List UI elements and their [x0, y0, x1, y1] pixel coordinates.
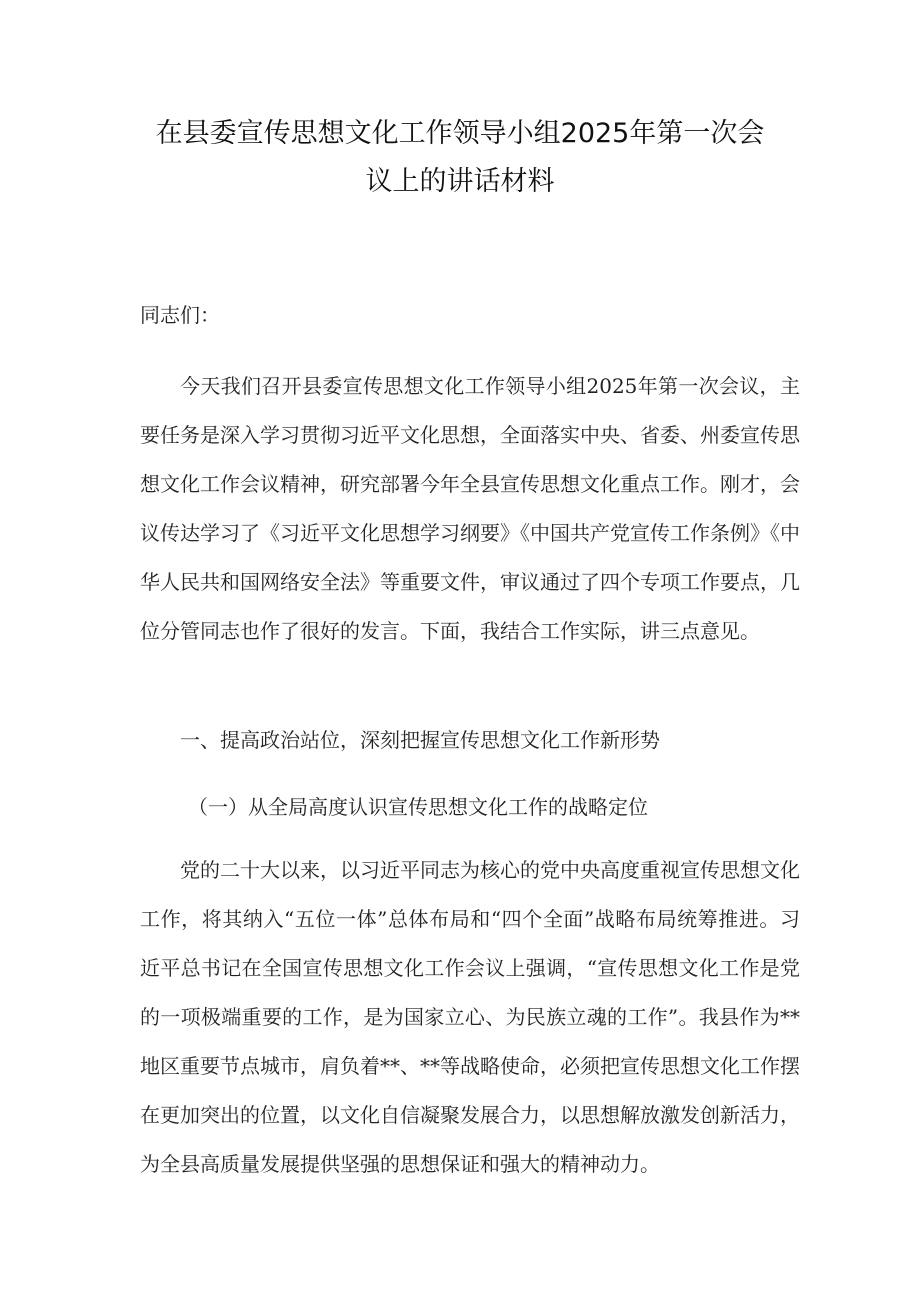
- title-line-2: 议上的讲话材料: [365, 166, 555, 197]
- subsection-heading-1: （一）从全局高度认识宣传思想文化工作的战略定位: [188, 795, 648, 819]
- paragraph-strategic-position: 党的二十大以来，以习近平同志为核心的党中央高度重视宣传思想文化工作，将其纳入“五位一体”总体布局和“四个全面”战略布局统筹推进。习近平总书记在全国宣传思想文化工作会议上强调，“宣传思想文化工作是党的一项极端重要的工作，是为国家立心、为民族立魂的工作”。我县作为**地区重要节点城市，肩负着**、**等战略使命，必须把宣传思想文化工作摆在更加突出的位置，以文化自信凝聚发展合力，以思想解放激发创新活力，为全县高质量发展提供坚强的思想保证和强大的精神动力。: [140, 858, 800, 1176]
- document-title: [140, 110, 780, 206]
- title-line-1: 在县委宣传思想文化工作领导小组2025年第一次会: [155, 118, 765, 149]
- section-heading-1: 一、提高政治站位，深刻把握宣传思想文化工作新形势: [180, 728, 660, 752]
- salutation: 同志们：: [140, 303, 220, 327]
- paragraph-intro: 今天我们召开县委宣传思想文化工作领导小组2025年第一次会议，主要任务是深入学习贯彻习近平文化思想，全面落实中央、省委、州委宣传思想文化工作会议精神，研究部署今年全县宣传思想文化重点工作。刚才，会议传达学习了《习近平文化思想学习纲要》《中国共产党宣传工作条例》《中华人民共和国网络安全法》等重要文件，审议通过了四个专项工作要点，几位分管同志也作了很好的发言。下面，我结合工作实际，讲三点意见。: [140, 374, 800, 643]
